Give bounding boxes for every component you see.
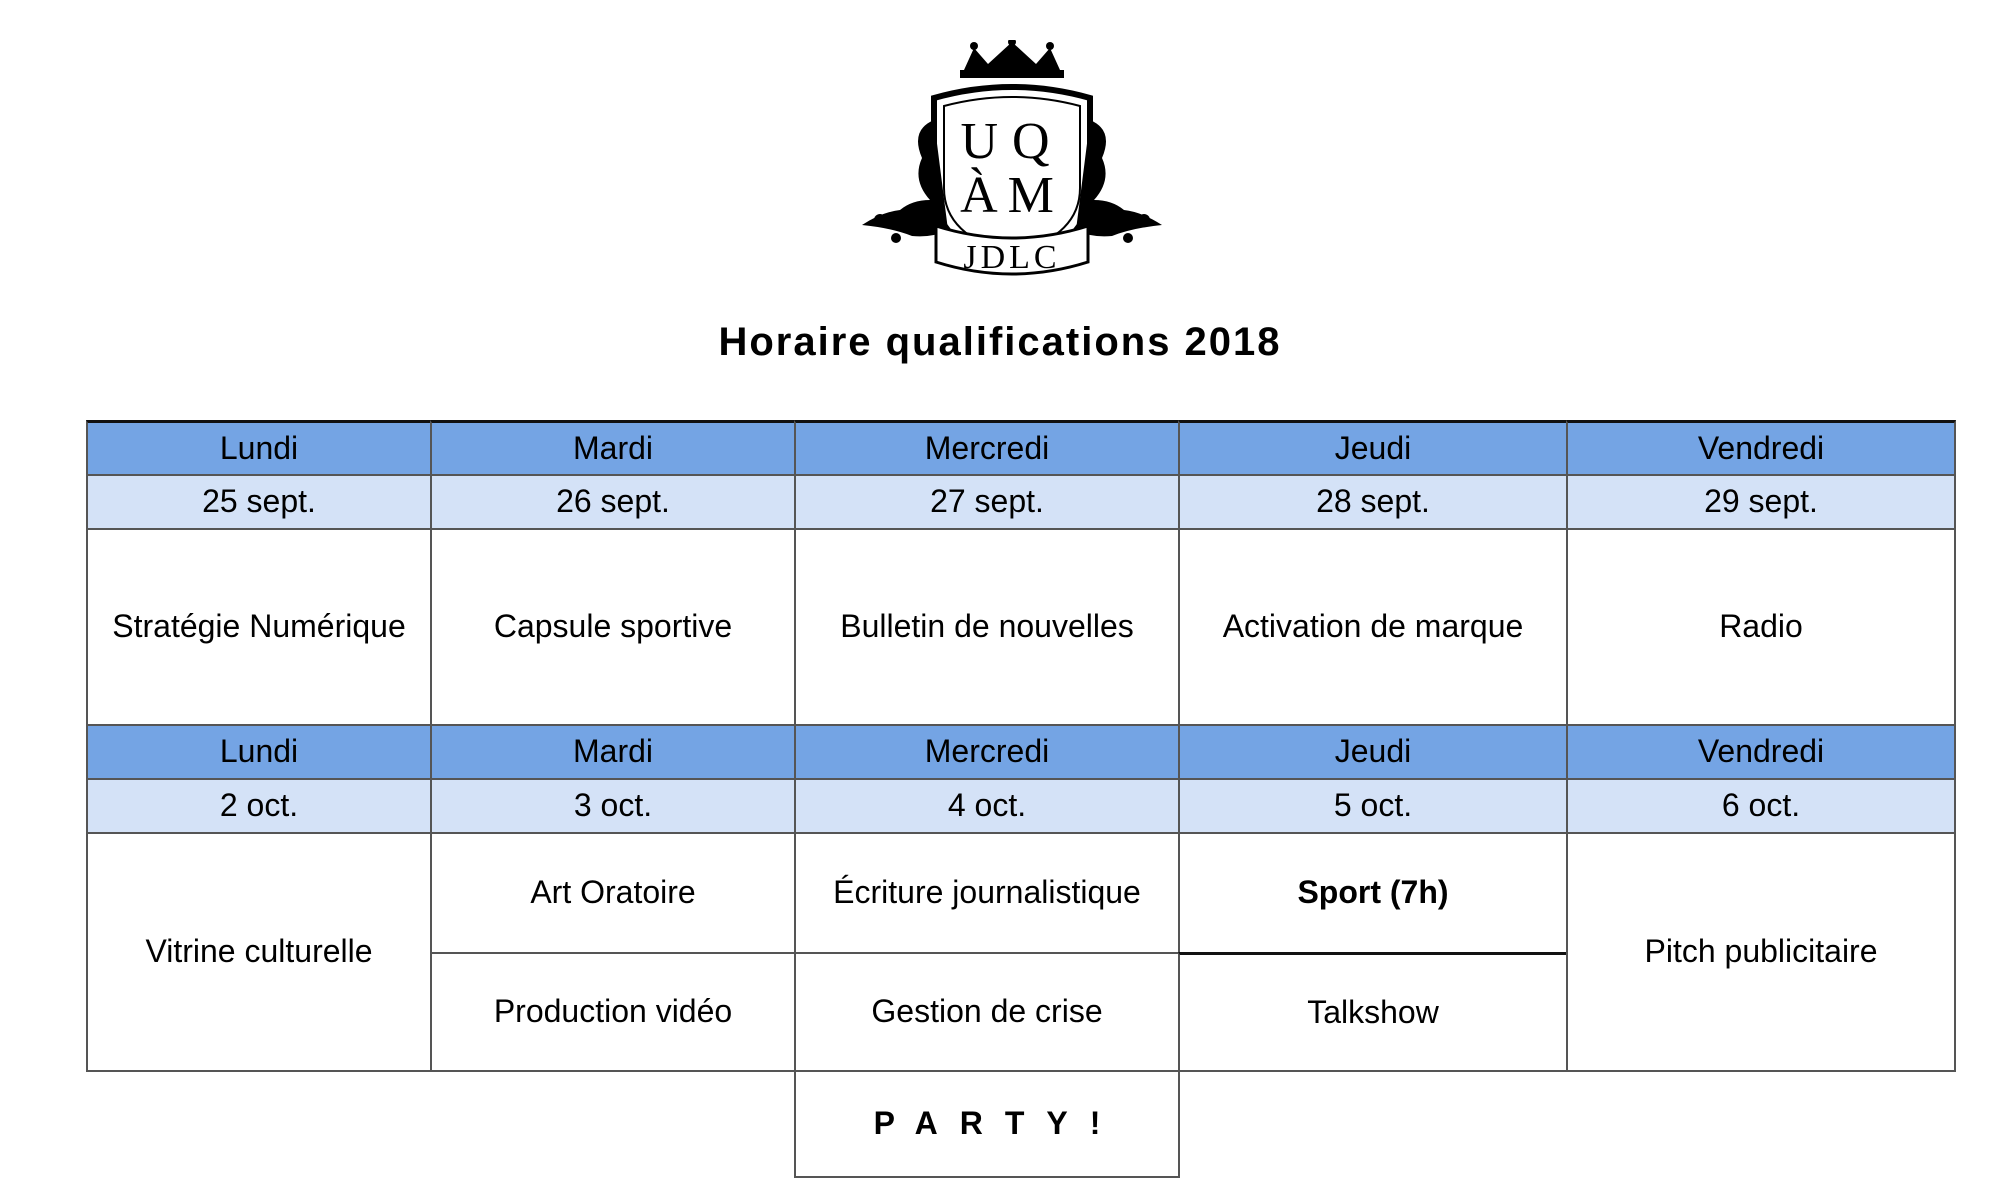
week1-activity-wednesday: Bulletin de nouvelles: [794, 528, 1180, 726]
crest-letters-uq: UQ: [960, 113, 1064, 170]
week2-activity-wednesday-top: Écriture journalistique: [794, 832, 1180, 954]
week2-day-thursday: Jeudi: [1178, 724, 1568, 780]
week1-activity-thursday: Activation de marque: [1178, 528, 1568, 726]
page-title: Horaire qualifications 2018: [718, 320, 1282, 364]
week1-date-monday: 25 sept.: [86, 474, 432, 530]
week1-day-friday: Vendredi: [1566, 420, 1956, 476]
week1-date-wednesday: 27 sept.: [794, 474, 1180, 530]
week1-activity-tuesday: Capsule sportive: [430, 528, 796, 726]
week2-activity-friday: Pitch publicitaire: [1566, 832, 1956, 1072]
week2-activity-thursday-top: Sport (7h): [1178, 832, 1568, 954]
week2-activity-tuesday-bottom: Production vidéo: [430, 952, 796, 1072]
week2-date-thursday: 5 oct.: [1178, 778, 1568, 834]
week2-day-wednesday: Mercredi: [794, 724, 1180, 780]
week2-activity-thursday-bottom: Talkshow: [1178, 952, 1568, 1072]
week2-date-monday: 2 oct.: [86, 778, 432, 834]
week1-activity-friday: Radio: [1566, 528, 1956, 726]
week2-day-monday: Lundi: [86, 724, 432, 780]
week2-date-wednesday: 4 oct.: [794, 778, 1180, 834]
week1-day-thursday: Jeudi: [1178, 420, 1568, 476]
week1-activity-monday: Stratégie Numérique: [86, 528, 432, 726]
week2-activity-tuesday-top: Art Oratoire: [430, 832, 796, 954]
uqam-jdlc-crest-icon: [852, 40, 1172, 285]
week2-day-friday: Vendredi: [1566, 724, 1956, 780]
week1-date-thursday: 28 sept.: [1178, 474, 1568, 530]
week1-date-friday: 29 sept.: [1566, 474, 1956, 530]
crown-icon: [960, 40, 1064, 78]
crest-letters-am: ÀM: [960, 167, 1064, 224]
week2-activity-monday: Vitrine culturelle: [86, 832, 432, 1072]
week2-date-tuesday: 3 oct.: [430, 778, 796, 834]
party-cell: PARTY!: [794, 1070, 1180, 1178]
week1-date-tuesday: 26 sept.: [430, 474, 796, 530]
week1-day-tuesday: Mardi: [430, 420, 796, 476]
week1-day-monday: Lundi: [86, 420, 432, 476]
week2-day-tuesday: Mardi: [430, 724, 796, 780]
crest-banner-text: JDLC: [963, 239, 1061, 276]
week2-date-friday: 6 oct.: [1566, 778, 1956, 834]
week1-day-wednesday: Mercredi: [794, 420, 1180, 476]
week2-activity-wednesday-bottom: Gestion de crise: [794, 952, 1180, 1072]
